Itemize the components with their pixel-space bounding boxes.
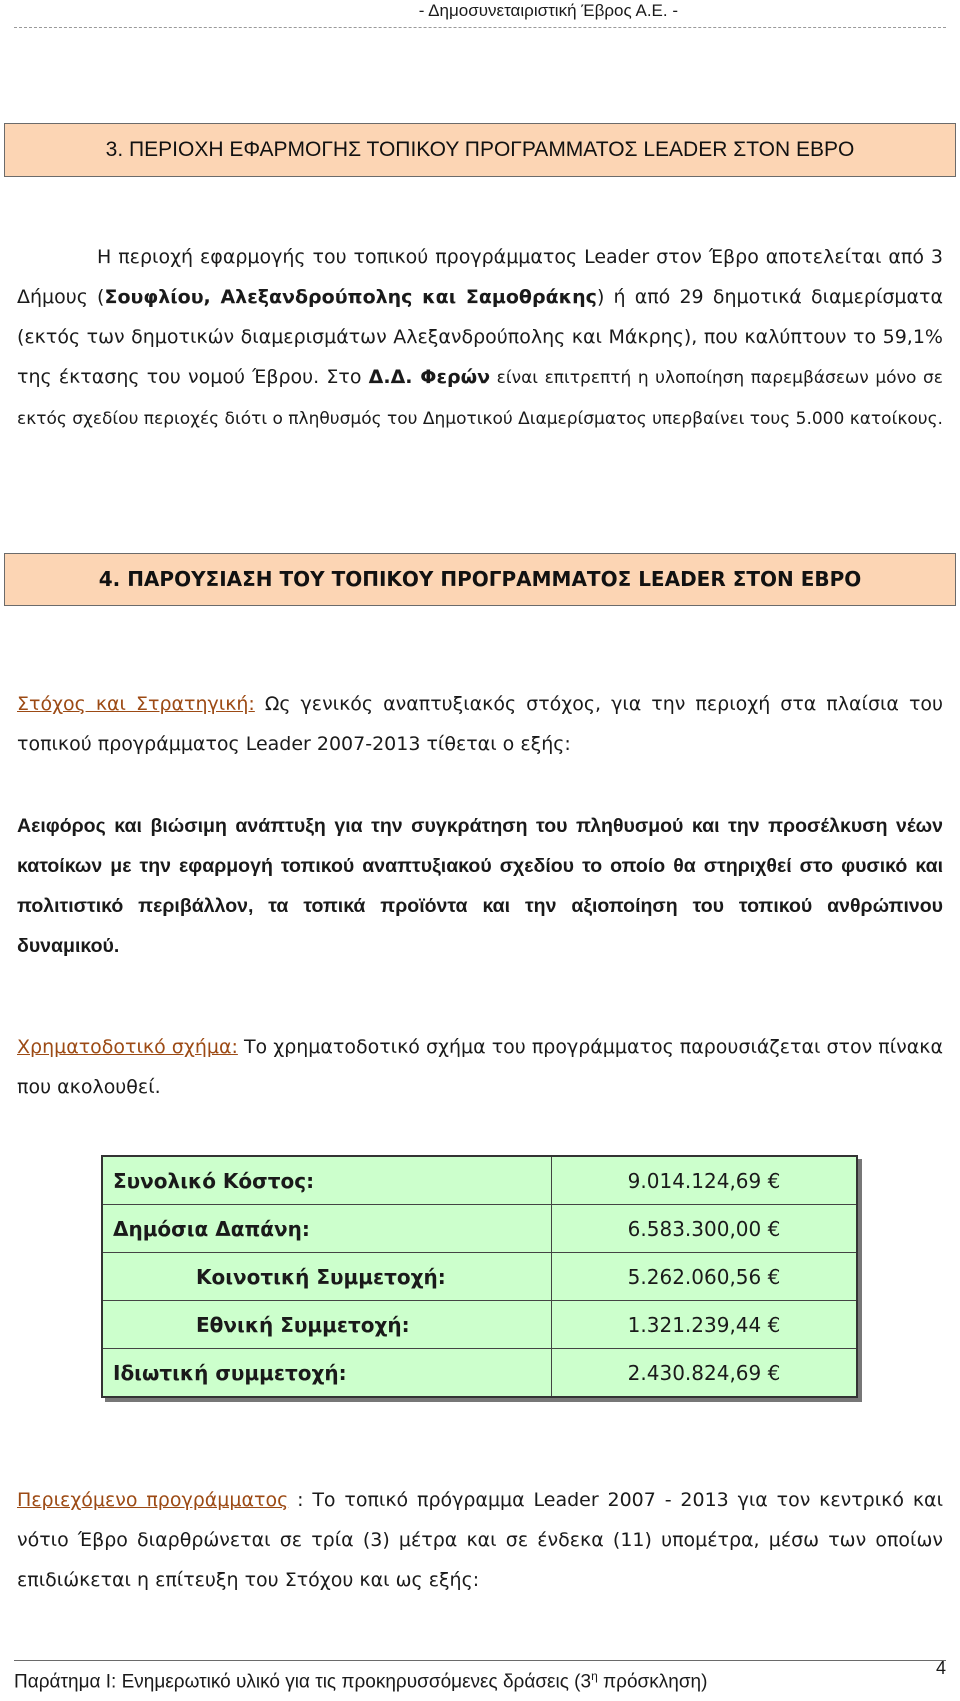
- table-row: [102, 1253, 857, 1301]
- row-value: 5.262.060,56 €: [552, 1253, 858, 1301]
- row-label: Εθνική Συμμετοχή:: [102, 1301, 552, 1349]
- goal-text: Ως γενικός αναπτυξιακός στόχος, για την περιοχή στα πλαίσια του τοπικού προγράμματος Leader 2007-2013 τίθεται ο εξής:: [17, 693, 944, 755]
- feres-district: Δ.Δ. Φερών: [368, 366, 491, 388]
- content-label: Περιεχόμενο προγράμματος: [17, 1489, 289, 1511]
- footer-superscript: η: [591, 1669, 598, 1683]
- region-text-a: Η περιοχή εφαρμογής του τοπικού προγράμματος Leader στον Έβρο αποτελείται από 3 Δήμους (: [17, 246, 943, 308]
- region-paragraph: [17, 237, 943, 439]
- row-value: 2.430.824,69 €: [552, 1349, 858, 1398]
- content-text: : Το τοπικό πρόγραμμα Leader 2007 - 2013 για τον κεντρικό και νότιο Έβρο διαρθρώνεται σε τρία (3) μέτρα και σε ένδεκα (11) υπομέτρα, μέσω των οποίων επιδιώκεται η επίτευξη του Στόχου και ως εξής:: [17, 1489, 943, 1591]
- footer-text-a: Παράτημα Ι: Ενημερωτικό υλικό για τις προκηρυσσόμενες δράσεις (3: [14, 1671, 592, 1693]
- funding-table: [101, 1155, 858, 1398]
- row-label: Ιδιωτική συμμετοχή:: [102, 1349, 552, 1398]
- table-row: [102, 1301, 857, 1349]
- row-value: 9.014.124,69 €: [552, 1156, 858, 1205]
- page-header: [14, 0, 946, 28]
- content-paragraph: [17, 1480, 943, 1600]
- row-value: 6.583.300,00 €: [552, 1205, 858, 1253]
- page-number: 4: [935, 1658, 946, 1678]
- row-label: Δημόσια Δαπάνη:: [102, 1205, 552, 1253]
- funding-paragraph: [17, 1027, 943, 1107]
- funding-label: Χρηματοδοτικό σχήμα:: [17, 1036, 238, 1058]
- table-row: [102, 1156, 857, 1205]
- row-label: Κοινοτική Συμμετοχή:: [102, 1253, 552, 1301]
- section-4-heading: [4, 553, 956, 606]
- section-3-title: 3. ΠΕΡΙΟΧΗ ΕΦΑΡΜΟΓΗΣ ΤΟΠΙΚΟΥ ΠΡΟΓΡΑΜΜΑΤΟΣ LEADER ΣΤΟΝ ΕΒΡΟ: [105, 138, 855, 161]
- objective-paragraph: [17, 806, 943, 966]
- funding-text: Το χρηματοδοτικό σχήμα του προγράμματος παρουσιάζεται στον πίνακα που ακολουθεί.: [17, 1036, 943, 1098]
- region-text-c: ) ή από 29 δημοτικά διαμερίσματα (εκτός των δημοτικών διαμερισμάτων Αλεξανδρούπολης και Μάκρης), που καλύπτουν το 59,1% της έκτασης του νομού Έβρου. Στο: [17, 286, 943, 388]
- table-row: [102, 1205, 857, 1253]
- page-footer: [14, 1660, 946, 1691]
- row-label: Συνολικό Κόστος:: [102, 1156, 552, 1205]
- goal-paragraph: [17, 684, 943, 764]
- section-3-heading: [4, 123, 956, 177]
- municipalities-names: Σουφλίου, Αλεξανδρούπολης και Σαμοθράκης: [104, 286, 597, 308]
- table-row: [102, 1349, 857, 1398]
- goal-label: Στόχος και Στρατηγική:: [17, 693, 255, 715]
- section-4-title: 4. ΠΑΡΟΥΣΙΑΣΗ ΤΟΥ ΤΟΠΙΚΟΥ ΠΡΟΓΡΑΜΜΑΤΟΣ LEADER ΣΤΟΝ ΕΒΡΟ: [98, 567, 862, 591]
- region-text-e: είναι επιτρεπτή η υλοποίηση παρεμβάσεων μόνο σε εκτός σχεδίου περιοχές διότι ο πληθυσμός του Δημοτικού Διαμερίσματος υπερβαίνει τους 5.000 κατοίκους.: [17, 368, 943, 429]
- row-value: 1.321.239,44 €: [552, 1301, 858, 1349]
- objective-text: Αειφόρος και βιώσιμη ανάπτυξη για την συγκράτηση του πληθυσμού και την προσέλκυση νέων κατοίκων με την εφαρμογή τοπικού αναπτυξιακού σχεδίου το οποίο θα στηριχθεί στο φυσικό και πολιτιστικό περιβάλλον, τα τοπικά προϊόντα και την αξιοποίηση του τοπικού ανθρώπινου δυναμικού.: [17, 815, 943, 957]
- footer-text-b: πρόσκληση): [597, 1671, 708, 1693]
- header-text: - Δημοσυνεταιριστική Έβρος Α.Ε. -: [418, 1, 678, 20]
